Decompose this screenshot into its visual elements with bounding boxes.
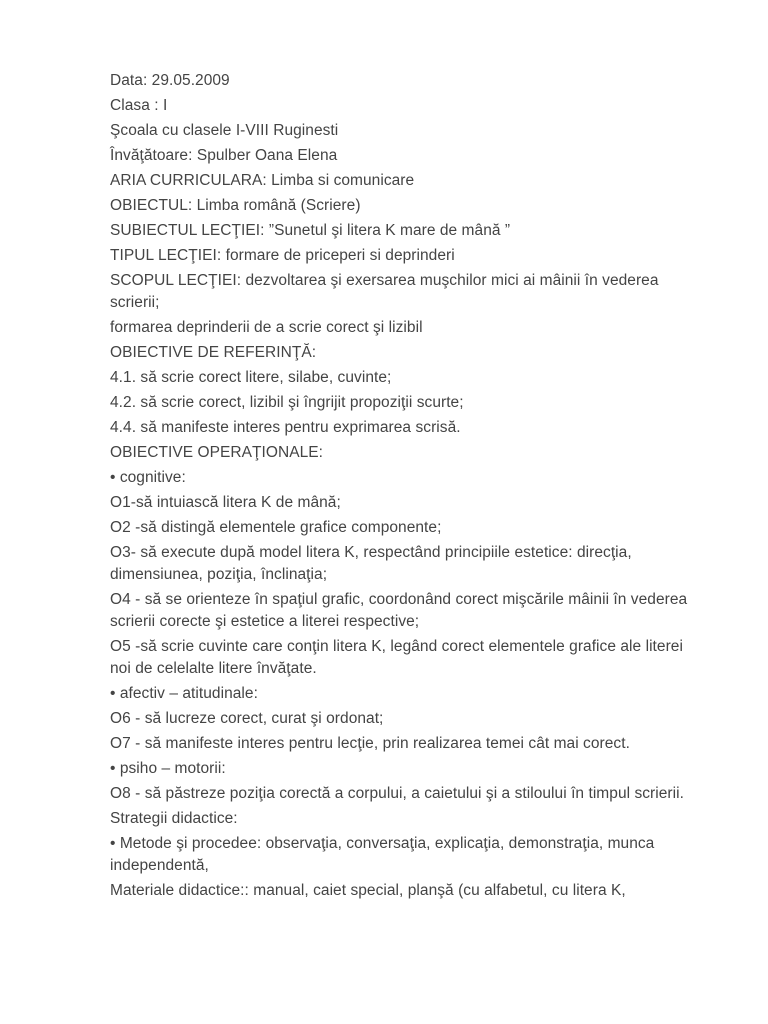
reference-objective-item: 4.1. să scrie corect litere, silabe, cuvinte; [110,369,392,386]
teacher-line: Învăţătoare: Spulber Oana Elena [110,147,338,164]
curricular-area-line: ARIA CURRICULARA: Limba si comunicare [110,172,415,189]
reference-objective-item: 4.2. să scrie corect, lizibil şi îngrijit propoziţii scurte; [110,394,464,411]
date-line: Data: 29.05.2009 [110,72,230,89]
affective-bullet: • afectiv – atitudinale: [110,685,258,702]
objective-o5: O5 -să scrie cuvinte care conţin litera K, legând corect elementele grafice ale literei noi de celelalte litere învăţate. [110,638,683,677]
subject-line: OBIECTUL: Limba română (Scriere) [110,197,361,214]
purpose-continuation-line: formarea deprinderii de a scrie corect şi lizibil [110,319,423,336]
lesson-type-line: TIPUL LECŢIEI: formare de priceperi si deprinderi [110,247,455,264]
objective-o2: O2 -să distingă elementele grafice componente; [110,519,442,536]
methods-line: • Metode şi procedee: observaţia, conversaţia, explicaţia, demonstraţia, munca independentă, [110,835,655,874]
class-line: Clasa : I [110,97,168,114]
objective-o6: O6 - să lucreze corect, curat şi ordonat; [110,710,384,727]
didactic-strategies-heading: Strategii didactice: [110,810,238,827]
materials-line: Materiale didactice:: manual, caiet special, planşă (cu alfabetul, cu litera K, [110,882,626,899]
lesson-topic-line: SUBIECTUL LECŢIEI: ”Sunetul şi litera K mare de mână ” [110,222,511,239]
lesson-purpose-line: SCOPUL LECŢIEI: dezvoltarea şi exersarea muşchilor mici ai mâinii în vederea scrierii; [110,272,659,311]
school-line: Şcoala cu clasele I-VIII Ruginesti [110,122,339,139]
objective-o1: O1-să intuiască litera K de mână; [110,494,341,511]
operational-objectives-heading: OBIECTIVE OPERAŢIONALE: [110,444,324,461]
reference-objective-item: 4.4. să manifeste interes pentru exprimarea scrisă. [110,419,461,436]
objective-o3: O3- să execute după model litera K, respectând principiile estetice: direcţia, dimensiunea, poziţia, înclinaţia; [110,544,632,583]
objective-o7: O7 - să manifeste interes pentru lecţie, prin realizarea temei cât mai corect. [110,735,630,752]
objective-o4: O4 - să se orienteze în spaţiul grafic, coordonând corect mişcările mâinii în vederea scrierii corecte şi estetice a literei respective; [110,591,688,630]
reference-objectives-heading: OBIECTIVE DE REFERINŢĂ: [110,344,317,361]
cognitive-bullet: • cognitive: [110,469,186,486]
objective-o8: O8 - să păstreze poziţia corectă a corpului, a caietului şi a stiloului în timpul scrierii. [110,785,684,802]
psychomotor-bullet: • psiho – motorii: [110,760,226,777]
